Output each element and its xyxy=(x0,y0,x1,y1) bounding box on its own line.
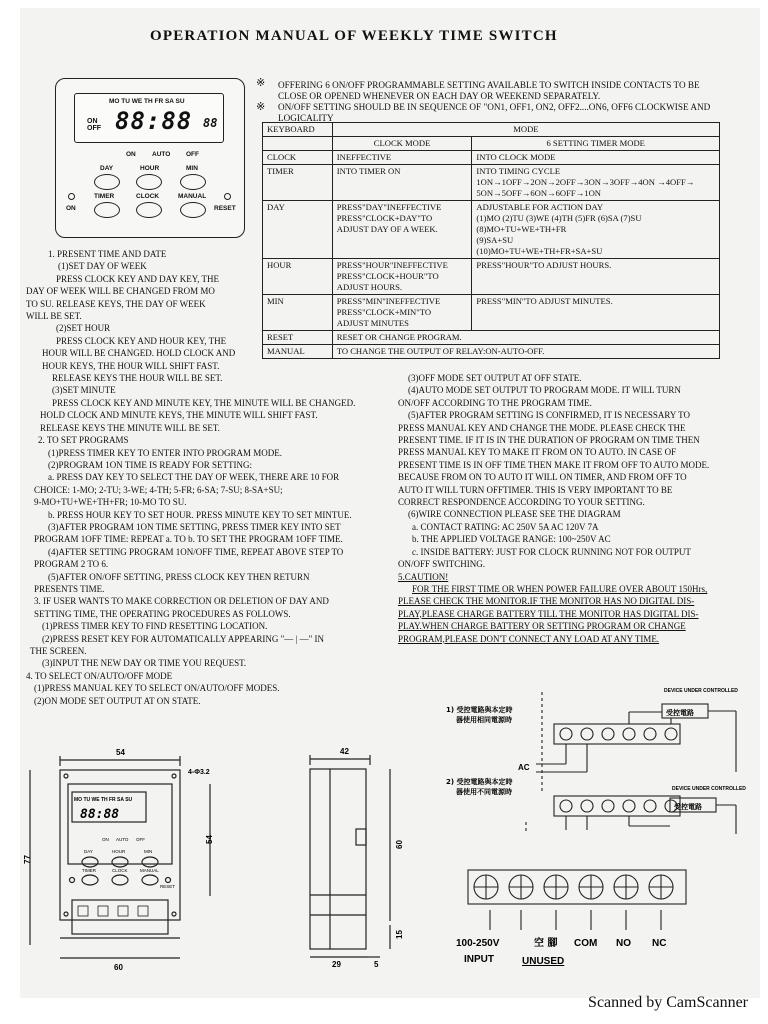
row-clock: INTO TIMER ON xyxy=(332,165,472,201)
terminal-no: NO xyxy=(616,938,631,949)
row-timer: INTO TIMING CYCLE 1ON→1OFF→2ON→2OFF→3ON→3OFF→4ON →4OFF→ 5ON→5OFF→6ON→6OFF→1ON xyxy=(472,165,720,201)
row-span: RESET OR CHANGE PROGRAM. xyxy=(332,331,719,345)
small-clock: CLOCK xyxy=(112,868,128,873)
note-bullet-icon: ※ xyxy=(256,77,266,89)
dim-holes: 4-Φ3.2 xyxy=(188,769,210,776)
row-clock: INEFFECTIVE xyxy=(332,151,472,165)
reset-label: RESET xyxy=(214,205,236,212)
dim-depth: 42 xyxy=(340,747,349,756)
mode-auto-label: AUTO xyxy=(152,151,171,158)
row-clock: PRESS"MIN"INEFFECTIVE PRESS"CLOCK+MIN"TO ADJUST MINUTES xyxy=(332,295,472,331)
note-line: OFFERING 6 ON/OFF PROGRAMMABLE SETTING AVAILABLE TO SWITCH INSIDE CONTACTS TO BE xyxy=(278,80,700,90)
page-title: OPERATION MANUAL OF WEEKLY TIME SWITCH xyxy=(150,28,558,44)
clock-label: CLOCK xyxy=(136,193,160,200)
left-instructions: 1. PRESENT TIME AND DATE (1)SET DAY OF WEEK PRESS CLOCK KEY AND DAY KEY, THE DAY OF WEEK WILL BE CHANGED FROM MO TO SU. RELEASE KEYS, THE DAY OF WEEK WILL BE SET. (2)SET HOUR PRESS CLOCK KEY AND HOUR KEY, THE HOUR WILL BE CHANGED. HOLD CLOCK AND HOUR KEYS, THE HOUR WILL SHIFT FAST. RELEASE KEYS THE HOUR WILL BE SET. (3)SET MINUTE PRESS CLOCK KEY AND MINUTE KEY, THE MINUTE WILL BE CHANGED. HOLD CLOCK AND MINUTE KEYS, THE MINUTE WILL SHIFT FAST. RELEASE KEYS THE MINUTE WILL BE SET. 2. TO SET PROGRAMS (1)PRESS TIMER KEY TO ENTER INTO PROGRAM MODE. (2)PROGRAM 1ON TIME IS READY FOR SETTING: a. PRESS DAY KEY TO SELECT THE DAY OF WEEK, THERE ARE 10 FOR CHOICE: 1-MO; 2-TU; 3-WE; 4-TH; 5-FR; 6-SA; 7-SU; 8-SA+SU; 9-MO+TU+WE+TH+FR; 10-MO TO SU. b. PRESS HOUR KEY TO SET HOUR. PRESS MINUTE KEY TO SET MINTUE. (3)AFTER PROGRAM 1ON TIME SETTING, PRESS TIMER KEY INTO SET PROGRAM 1OFF TIME: REPEAT a. TO b. TO SET THE PROGRAM 1OFF TIME. (4)AFTER SETTING PROGRAM 1ON/OFF TIME, REPEAT ABOVE STEP TO PROGRAM 2 TO 6. (5)AFTER ON/OFF SETTING, PRESS CLOCK KEY THEN RETURN PRESENTS TIME. 3. IF USER WANTS TO MAKE CORRECTION OR DELETION OF DAY AND SETTING TIME, THE OPERATING PROCEDURES AS FOLLOWS. (1)PRESS TIMER KEY TO FIND RESETTING LOCATION. (2)PRESS RESET KEY FOR AUTOMATICALLY APPEARING "— | —" IN THE SCREEN. (3)INPUT THE NEW DAY OR TIME YOU REQUEST. 4. TO SELECT ON/AUTO/OFF MODE (1)PRESS MANUAL KEY TO SELECT ON/AUTO/OFF MODES. (2)ON MODE SET OUTPUT AT ON STATE. xyxy=(26,249,356,706)
wiring-diagrams xyxy=(446,684,756,984)
note-line: CLOSE OR OPENED WHENEVER ON EACH DAY OR WEEKEND SEPARATELY. xyxy=(278,91,601,101)
row-key: TIMER xyxy=(263,165,333,201)
small-day: DAY xyxy=(84,849,93,854)
th-clock-mode: CLOCK MODE xyxy=(332,137,472,151)
th-timer-mode: 6 SETTING TIMER MODE xyxy=(472,137,720,151)
lcd-time: 88:88 xyxy=(115,107,193,135)
lcd-display xyxy=(74,93,224,143)
row-key: CLOCK xyxy=(263,151,333,165)
input-label: INPUT xyxy=(464,954,494,965)
th-mode: MODE xyxy=(332,123,719,137)
unused-label: UNUSED xyxy=(522,956,565,967)
clock-button[interactable] xyxy=(136,202,162,218)
dim-side-15: 15 xyxy=(395,930,404,939)
min-button[interactable] xyxy=(180,174,206,190)
small-manual: MANUAL xyxy=(140,868,159,873)
row-key: HOUR xyxy=(263,259,333,295)
device-under-controlled-2: DEVICE UNDER CONTROLLED xyxy=(672,786,746,792)
right-instructions: (3)OFF MODE SET OUTPUT AT OFF STATE. (4)AUTO MODE SET OUTPUT TO PROGRAM MODE. IT WILL TURN ON/OFF ACCORDING TO THE PROGRAM TIME. (5)AFTER PROGRAM SETTING IS CONFIRMED, IT IS NECESSARY TO PRESS MANUAL KEY AND CHANGE THE MODE. PLEASE CHECK THE PRESENT TIME. IF IT IS IN THE DURATION OF PROGRAM ON TIME THEN PRESS MANUAL KEY TO MAKE IT FROM ON TO AUTO. IN CASE OF PRESENT TIME IS IN OFF TIME THEN MAKE IT FROM OFF TO AUTO MODE. BECAUSE FROM ON TO AUTO IT WILL ON TIMER, AND FROM OFF TO AUTO IT WILL TURN OFFTIMER. THIS IS VERY IMPORTANT TO BE CORRECT RESPONDENCE ACCORDING TO YOUR SETTING. (6)WIRE CONNECTION PLEASE SEE THE DIAGRAM a. CONTACT RATING: AC 250V 5A AC 120V 7A b. THE APPLIED VOLTAGE RANGE: 100~250V AC c. INSIDE BATTERY: JUST FOR CLOCK RUNNING NOT FOR OUTPUT ON/OFF SWITCHING. 5.CAUTION! FOR THE FIRST TIME OR WHEN POWER FAILURE OVER ABOUT 150Hrs, PLEASE CHECK THE MONITOR.IF THE MONITOR HAS NO DIGITAL DIS- PLAY,PLEASE CHARGE BATTERY TILL THE MONITOR HAS DIGITAL DIS- PLAY.WHEN CHARGE BATTERY OR SETTING PROGRAM OR CHANGE PROGRAM,PLEASE DON'T CONNECT ANY LOAD AT ANY TIME. xyxy=(398,373,710,644)
row-key: MIN xyxy=(263,295,333,331)
diagram1-label2: 器使用相同電源時 xyxy=(456,716,512,724)
row-key: RESET xyxy=(263,331,333,345)
caution-title: 5.CAUTION! xyxy=(398,571,449,582)
mode-on-label: ON xyxy=(126,151,136,158)
th-keyboard: KEYBOARD xyxy=(263,123,333,137)
day-button[interactable] xyxy=(94,174,120,190)
small-time: 88:88 xyxy=(80,807,120,822)
side-dimension-drawing xyxy=(290,745,410,975)
small-mode-auto: AUTO xyxy=(116,837,129,842)
lcd-seconds: 88 xyxy=(203,116,218,130)
manual-button[interactable] xyxy=(180,202,206,218)
terminal-voltage: 100-250V xyxy=(456,938,500,949)
dim-width-top: 54 xyxy=(116,748,125,757)
dim-side-height: 60 xyxy=(395,840,404,849)
controlled-circuit-1: 受控電路 xyxy=(666,709,694,717)
small-timer: TIMER xyxy=(82,868,96,873)
timer-label: TIMER xyxy=(94,193,115,200)
row-clock: PRESS"HOUR"INEFFECTIVE PRESS"CLOCK+HOUR"TO ADJUST HOURS. xyxy=(332,259,472,295)
ac-label: AC xyxy=(518,763,530,772)
terminal-com: COM xyxy=(574,938,598,949)
row-span: TO CHANGE THE OUTPUT OF RELAY:ON-AUTO-OFF. xyxy=(332,345,719,359)
small-hour: HOUR xyxy=(112,849,126,854)
small-mode-off: OFF xyxy=(136,837,145,842)
dim-width-bottom: 60 xyxy=(114,963,123,972)
day-label: DAY xyxy=(100,165,114,172)
row-timer: PRESS"HOUR"TO ADJUST HOURS. xyxy=(472,259,720,295)
diagram2-label: 2) 受控電路與本定時 xyxy=(446,778,513,786)
on-label: ON xyxy=(66,205,76,212)
mode-off-label: OFF xyxy=(186,151,199,158)
device-panel xyxy=(55,78,245,238)
row-timer: PRESS"MIN"TO ADJUST MINUTES. xyxy=(472,295,720,331)
on-indicator-icon xyxy=(68,193,75,200)
dim-side-5: 5 xyxy=(374,960,379,969)
controlled-circuit-2: 受控電路 xyxy=(674,803,702,811)
row-key: DAY xyxy=(263,201,333,259)
terminal-unused: 空 腳 xyxy=(534,938,558,949)
dim-height-total: 77 xyxy=(23,855,32,864)
terminal-nc: NC xyxy=(652,938,667,949)
hour-label: HOUR xyxy=(140,165,160,172)
scanner-watermark: Scanned by CamScanner xyxy=(588,994,748,1011)
min-label: MIN xyxy=(186,165,198,172)
row-key: MANUAL xyxy=(263,345,333,359)
reset-hole-icon xyxy=(224,193,231,200)
note-bullet-icon: ※ xyxy=(256,101,266,113)
small-mode-on: ON xyxy=(102,837,109,842)
diagram2-label2: 器使用不同電源時 xyxy=(456,788,512,796)
small-reset: RESET xyxy=(160,884,176,889)
small-min: MIN xyxy=(144,849,153,854)
diagram1-label: 1) 受控電路與本定時 xyxy=(446,706,513,714)
note-line: LOGICALITY xyxy=(278,113,334,123)
timer-button[interactable] xyxy=(94,202,120,218)
dim-height-inner: 54 xyxy=(205,835,214,844)
lcd-days: MO TU WE TH FR SA SU xyxy=(109,98,185,105)
row-clock: PRESS"DAY"INEFFECTIVE PRESS"CLOCK+DAY"TO ADJUST DAY OF A WEEK. xyxy=(332,201,472,259)
note-line: ON/OFF SETTING SHOULD BE IN SEQUENCE OF "ON1, OFF1, ON2, OFF2....ON6, OFF6 CLOCKWISE AND xyxy=(278,102,711,112)
device-under-controlled-1: DEVICE UNDER CONTROLLED xyxy=(664,688,738,694)
row-timer: ADJUSTABLE FOR ACTION DAY (1)MO (2)TU (3)WE (4)TH (5)FR (6)SA (7)SU (8)MO+TU+WE+TH+FR (9)SA+SU (10)MO+TU+WE+TH+FR+SA+SU xyxy=(472,201,720,259)
lcd-on-off: ON OFF xyxy=(87,118,101,132)
dim-side-29: 29 xyxy=(332,960,341,969)
row-timer: INTO CLOCK MODE xyxy=(472,151,720,165)
manual-label: MANUAL xyxy=(178,193,207,200)
hour-button[interactable] xyxy=(136,174,162,190)
small-days: MO TU WE TH FR SA SU xyxy=(74,797,133,803)
front-dimension-drawing xyxy=(20,740,220,980)
